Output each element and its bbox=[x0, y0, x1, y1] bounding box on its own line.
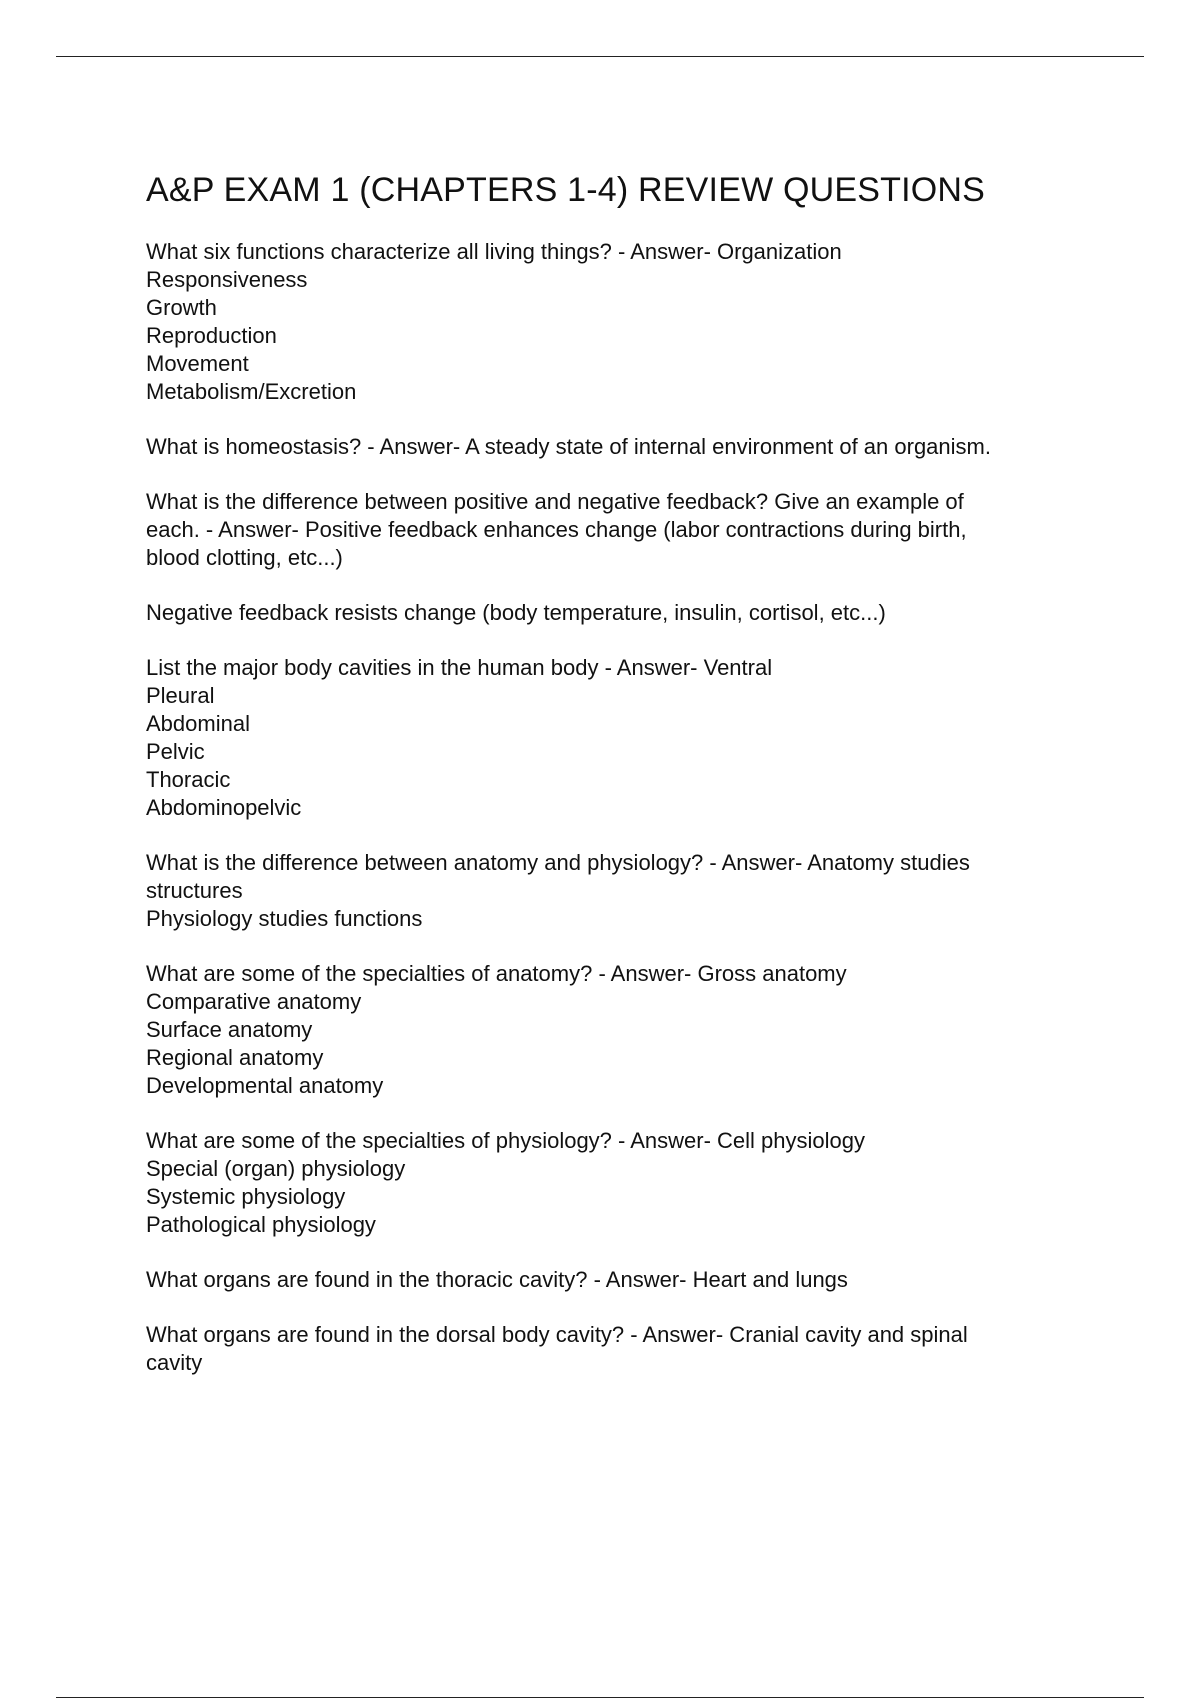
qa-question-line: What is the difference between positive and negative feedback? Give an example of bbox=[146, 488, 964, 514]
qa-list bbox=[146, 238, 1096, 1377]
bottom-rule bbox=[56, 1697, 1144, 1698]
qa-answer-line: Pathological physiology bbox=[146, 1211, 376, 1237]
qa-answer-line: Abdominopelvic bbox=[146, 794, 302, 820]
qa-entry bbox=[146, 433, 1096, 461]
qa-answer-line: Abdominal bbox=[146, 710, 250, 736]
qa-question-line: What is the difference between anatomy and physiology? - Answer- Anatomy studies bbox=[146, 849, 970, 875]
qa-question-line: What is homeostasis? - Answer- A steady state of internal environment of an organism. bbox=[146, 433, 991, 459]
qa-answer-line: Comparative anatomy bbox=[146, 988, 362, 1014]
qa-question-line: What six functions characterize all living things? - Answer- Organization bbox=[146, 238, 842, 264]
qa-question-line: What organs are found in the thoracic cavity? - Answer- Heart and lungs bbox=[146, 1266, 848, 1292]
qa-answer-line: Physiology studies functions bbox=[146, 905, 423, 931]
qa-answer-line: Pelvic bbox=[146, 738, 205, 764]
qa-entry bbox=[146, 849, 1096, 933]
qa-answer-line: Special (organ) physiology bbox=[146, 1155, 406, 1181]
top-rule bbox=[56, 56, 1144, 57]
qa-question-line: Negative feedback resists change (body temperature, insulin, cortisol, etc...) bbox=[146, 599, 886, 625]
qa-answer-line: Developmental anatomy bbox=[146, 1072, 384, 1098]
qa-question-line: What organs are found in the dorsal body cavity? - Answer- Cranial cavity and spinal bbox=[146, 1321, 968, 1347]
qa-entry bbox=[146, 1266, 1096, 1294]
qa-answer-line: Pleural bbox=[146, 682, 215, 708]
qa-question-line: What are some of the specialties of anatomy? - Answer- Gross anatomy bbox=[146, 960, 847, 986]
qa-answer-line: cavity bbox=[146, 1349, 203, 1375]
qa-answer-line: Systemic physiology bbox=[146, 1183, 346, 1209]
qa-entry bbox=[146, 960, 1096, 1100]
qa-answer-line: blood clotting, etc...) bbox=[146, 544, 343, 570]
qa-entry bbox=[146, 1321, 1096, 1377]
page-title: A&P EXAM 1 (CHAPTERS 1-4) REVIEW QUESTIONS bbox=[146, 171, 986, 209]
qa-answer-line: Surface anatomy bbox=[146, 1016, 313, 1042]
qa-answer-line: Growth bbox=[146, 294, 217, 320]
qa-entry bbox=[146, 1127, 1096, 1239]
qa-answer-line: each. - Answer- Positive feedback enhances change (labor contractions during birth, bbox=[146, 516, 967, 542]
qa-entry bbox=[146, 654, 1096, 822]
qa-entry bbox=[146, 488, 1096, 572]
qa-answer-line: structures bbox=[146, 877, 243, 903]
qa-question-line: What are some of the specialties of physiology? - Answer- Cell physiology bbox=[146, 1127, 866, 1153]
qa-entry bbox=[146, 238, 1096, 406]
qa-answer-line: Metabolism/Excretion bbox=[146, 378, 357, 404]
qa-answer-line: Movement bbox=[146, 350, 249, 376]
document-body bbox=[146, 170, 1096, 1404]
qa-answer-line: Thoracic bbox=[146, 766, 231, 792]
qa-answer-line: Responsiveness bbox=[146, 266, 308, 292]
qa-answer-line: Regional anatomy bbox=[146, 1044, 324, 1070]
qa-answer-line: Reproduction bbox=[146, 322, 277, 348]
qa-entry bbox=[146, 599, 1096, 627]
qa-question-line: List the major body cavities in the human body - Answer- Ventral bbox=[146, 654, 773, 680]
